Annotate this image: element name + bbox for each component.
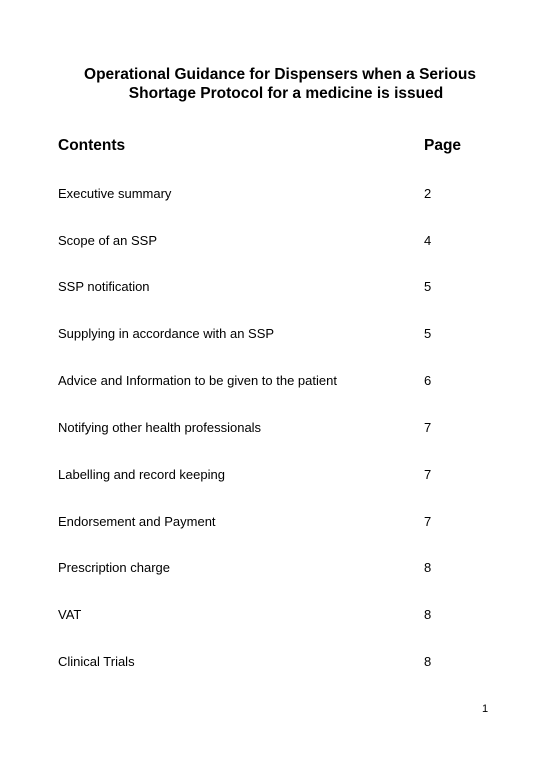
toc-entry <box>58 325 438 343</box>
toc-entry-page: 7 <box>424 467 432 482</box>
toc-entry-title: SSP notification <box>58 279 150 294</box>
toc-entry-title: Clinical Trials <box>58 654 135 669</box>
document-title-line-1: Operational Guidance for Dispensers when a Serious <box>84 66 476 83</box>
toc-entry-title: Labelling and record keeping <box>58 467 225 482</box>
toc-entry <box>58 372 438 390</box>
toc-entry-title: Supplying in accordance with an SSP <box>58 326 275 341</box>
toc-entry-page: 8 <box>424 654 432 669</box>
toc-entry <box>58 278 438 296</box>
contents-heading: Contents <box>58 137 126 154</box>
toc-entry-page: 8 <box>424 560 432 575</box>
toc-entry-page: 8 <box>424 607 432 622</box>
page-column-heading: Page <box>424 137 462 154</box>
toc-entry-title: VAT <box>58 607 82 622</box>
toc-entry <box>58 606 438 624</box>
toc-entry-title: Scope of an SSP <box>58 233 158 248</box>
toc-entry-page: 4 <box>424 233 432 248</box>
toc-entry-page: 2 <box>424 186 432 201</box>
toc-entry-title: Endorsement and Payment <box>58 514 216 529</box>
toc-entry-title: Advice and Information to be given to the patient <box>58 373 337 388</box>
document-title-line-2: Shortage Protocol for a medicine is issued <box>128 85 444 102</box>
toc-entry <box>58 466 438 484</box>
toc-entry <box>58 653 438 671</box>
toc-entry-title: Notifying other health professionals <box>58 420 262 435</box>
toc-entry-page: 7 <box>424 420 432 435</box>
toc-entry-page: 7 <box>424 514 432 529</box>
toc-entry <box>58 419 438 437</box>
page-number: 1 <box>482 703 489 715</box>
toc-entry <box>58 232 438 250</box>
toc-entry-title: Prescription charge <box>58 560 170 575</box>
toc-entry <box>58 559 438 577</box>
toc-entry <box>58 185 438 203</box>
toc-entry-page: 6 <box>424 373 432 388</box>
toc-entry <box>58 513 438 531</box>
toc-entry-page: 5 <box>424 326 432 341</box>
toc-entry-title: Executive summary <box>58 186 172 201</box>
toc-entry-page: 5 <box>424 279 432 294</box>
